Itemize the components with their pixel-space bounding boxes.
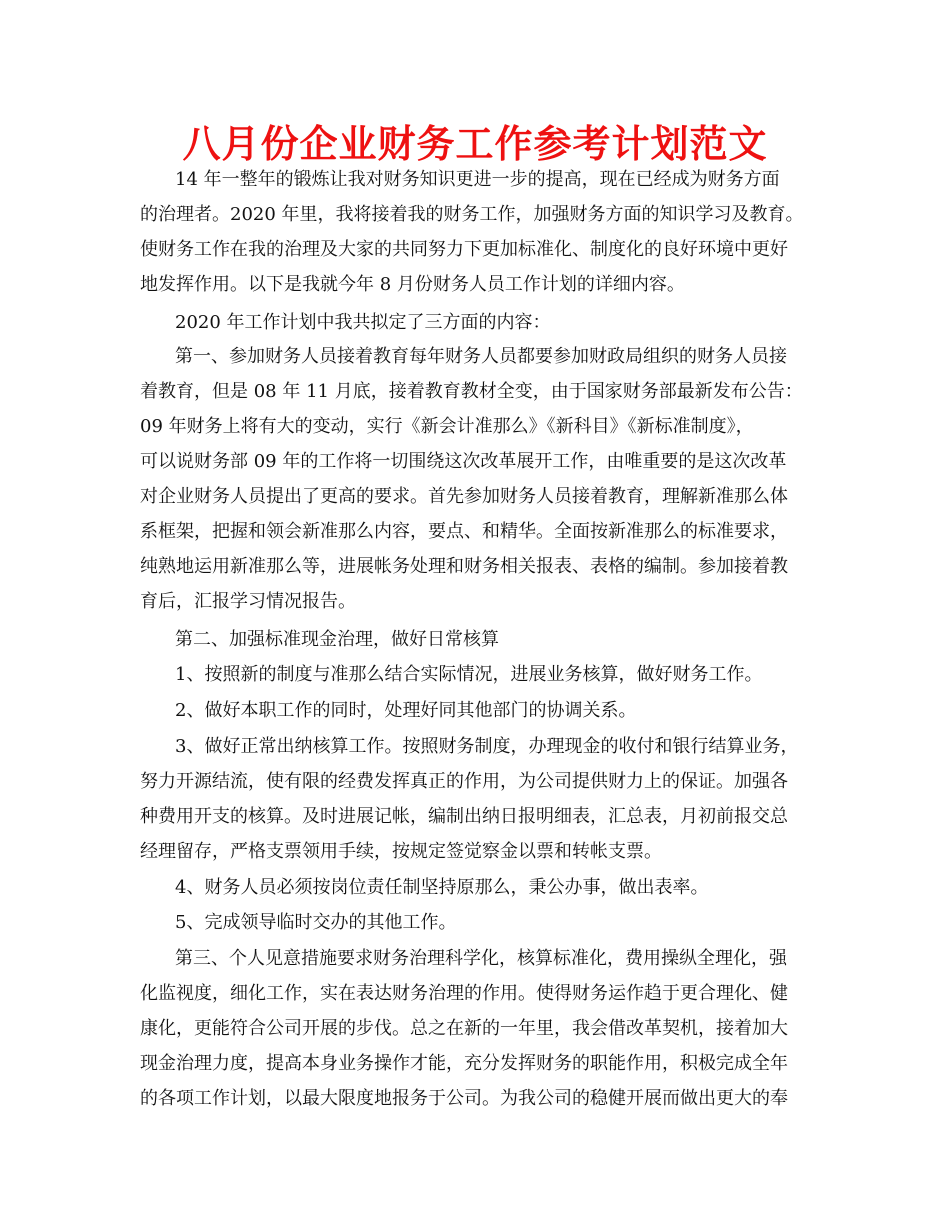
paragraph-line: 可以说财务部 09 年的工作将一切围绕这次改革展开工作，由唯重要的是这次改革 [140,451,787,472]
paragraph-line: 经理留存，严格支票领用手续，按规定签觉察金以票和转帐支票。 [140,841,662,862]
paragraph-line: 的治理者。2020 年里，我将接着我的财务工作，加强财务方面的知识学习及教育。 [140,204,804,225]
paragraph-line: 努力开源结流，使有限的经费发挥真正的作用，为公司提供财力上的保证。加强各 [140,771,788,792]
document-title: 八月份企业财务工作参考计划范文 [182,122,768,166]
paragraph-line: 地发挥作用。以下是我就今年 8 月份财务人员工作计划的详细内容。 [140,274,685,295]
paragraph-line: 3、做好正常出纳核算工作。按照财务制度，办理现金的收付和银行结算业务， [175,736,799,757]
paragraph-line: 康化，更能符合公司开展的步伐。总之在新的一年里，我会借改革契机，接着加大 [140,1018,788,1039]
paragraph-line: 09 年财务上将有大的变动，实行《新会计准那么》《新科目》《新标准制度》， [140,416,754,437]
paragraph-line: 着教育，但是 08 年 11 月底，接着教育教材全变，由于国家财务部最新发布公告： [140,381,803,402]
paragraph-line: 第二、加强标准现金治理，做好日常核算 [175,629,499,650]
paragraph-line: 纯熟地运用新准那么等，进展帐务处理和财务相关报表、表格的编制。参加接着教 [140,556,788,577]
paragraph-line: 5、完成领导临时交办的其他工作。 [175,912,457,933]
paragraph-line: 4、财务人员必须按岗位责任制坚持原那么，秉公办事，做出表率。 [175,877,709,898]
paragraph-line: 种费用开支的核算。及时进展记帐，编制出纳日报明细表，汇总表，月初前报交总 [140,806,788,827]
paragraph-line: 对企业财务人员提出了更高的要求。首先参加财务人员接着教育，理解新准那么体 [140,486,788,507]
paragraph-line: 1、按照新的制度与准那么结合实际情况，进展业务核算，做好财务工作。 [175,664,763,685]
paragraph-line: 的各项工作计划，以最大限度地报务于公司。为我公司的稳健开展而做出更大的奉 [140,1088,788,1109]
paragraph-line: 现金治理力度，提高本身业务操作才能，充分发挥财务的职能作用，积极完成全年 [140,1053,788,1074]
paragraph-line: 第一、参加财务人员接着教育每年财务人员都要参加财政局组织的财务人员接 [175,346,787,367]
paragraph-line: 系框架，把握和领会新准那么内容，要点、和精华。全面按新准那么的标准要求， [140,521,788,542]
paragraph-line: 2、做好本职工作的同时，处理好同其他部门的协调关系。 [175,700,637,721]
paragraph-line: 育后，汇报学习情况报告。 [140,591,356,612]
paragraph-line: 化监视度，细化工作，实在表达财务治理的作用。使得财务运作趋于更合理化、健 [140,983,788,1004]
paragraph-line: 第三、个人见意措施要求财务治理科学化，核算标准化，费用操纵全理化，强 [175,948,787,969]
paragraph-line: 使财务工作在我的治理及大家的共同努力下更加标准化、制度化的良好环境中更好 [140,239,788,260]
paragraph-line: 14 年一整年的锻炼让我对财务知识更进一步的提高，现在已经成为财务方面 [175,169,780,190]
paragraph-line: 2020 年工作计划中我共拟定了三方面的内容： [175,312,551,333]
